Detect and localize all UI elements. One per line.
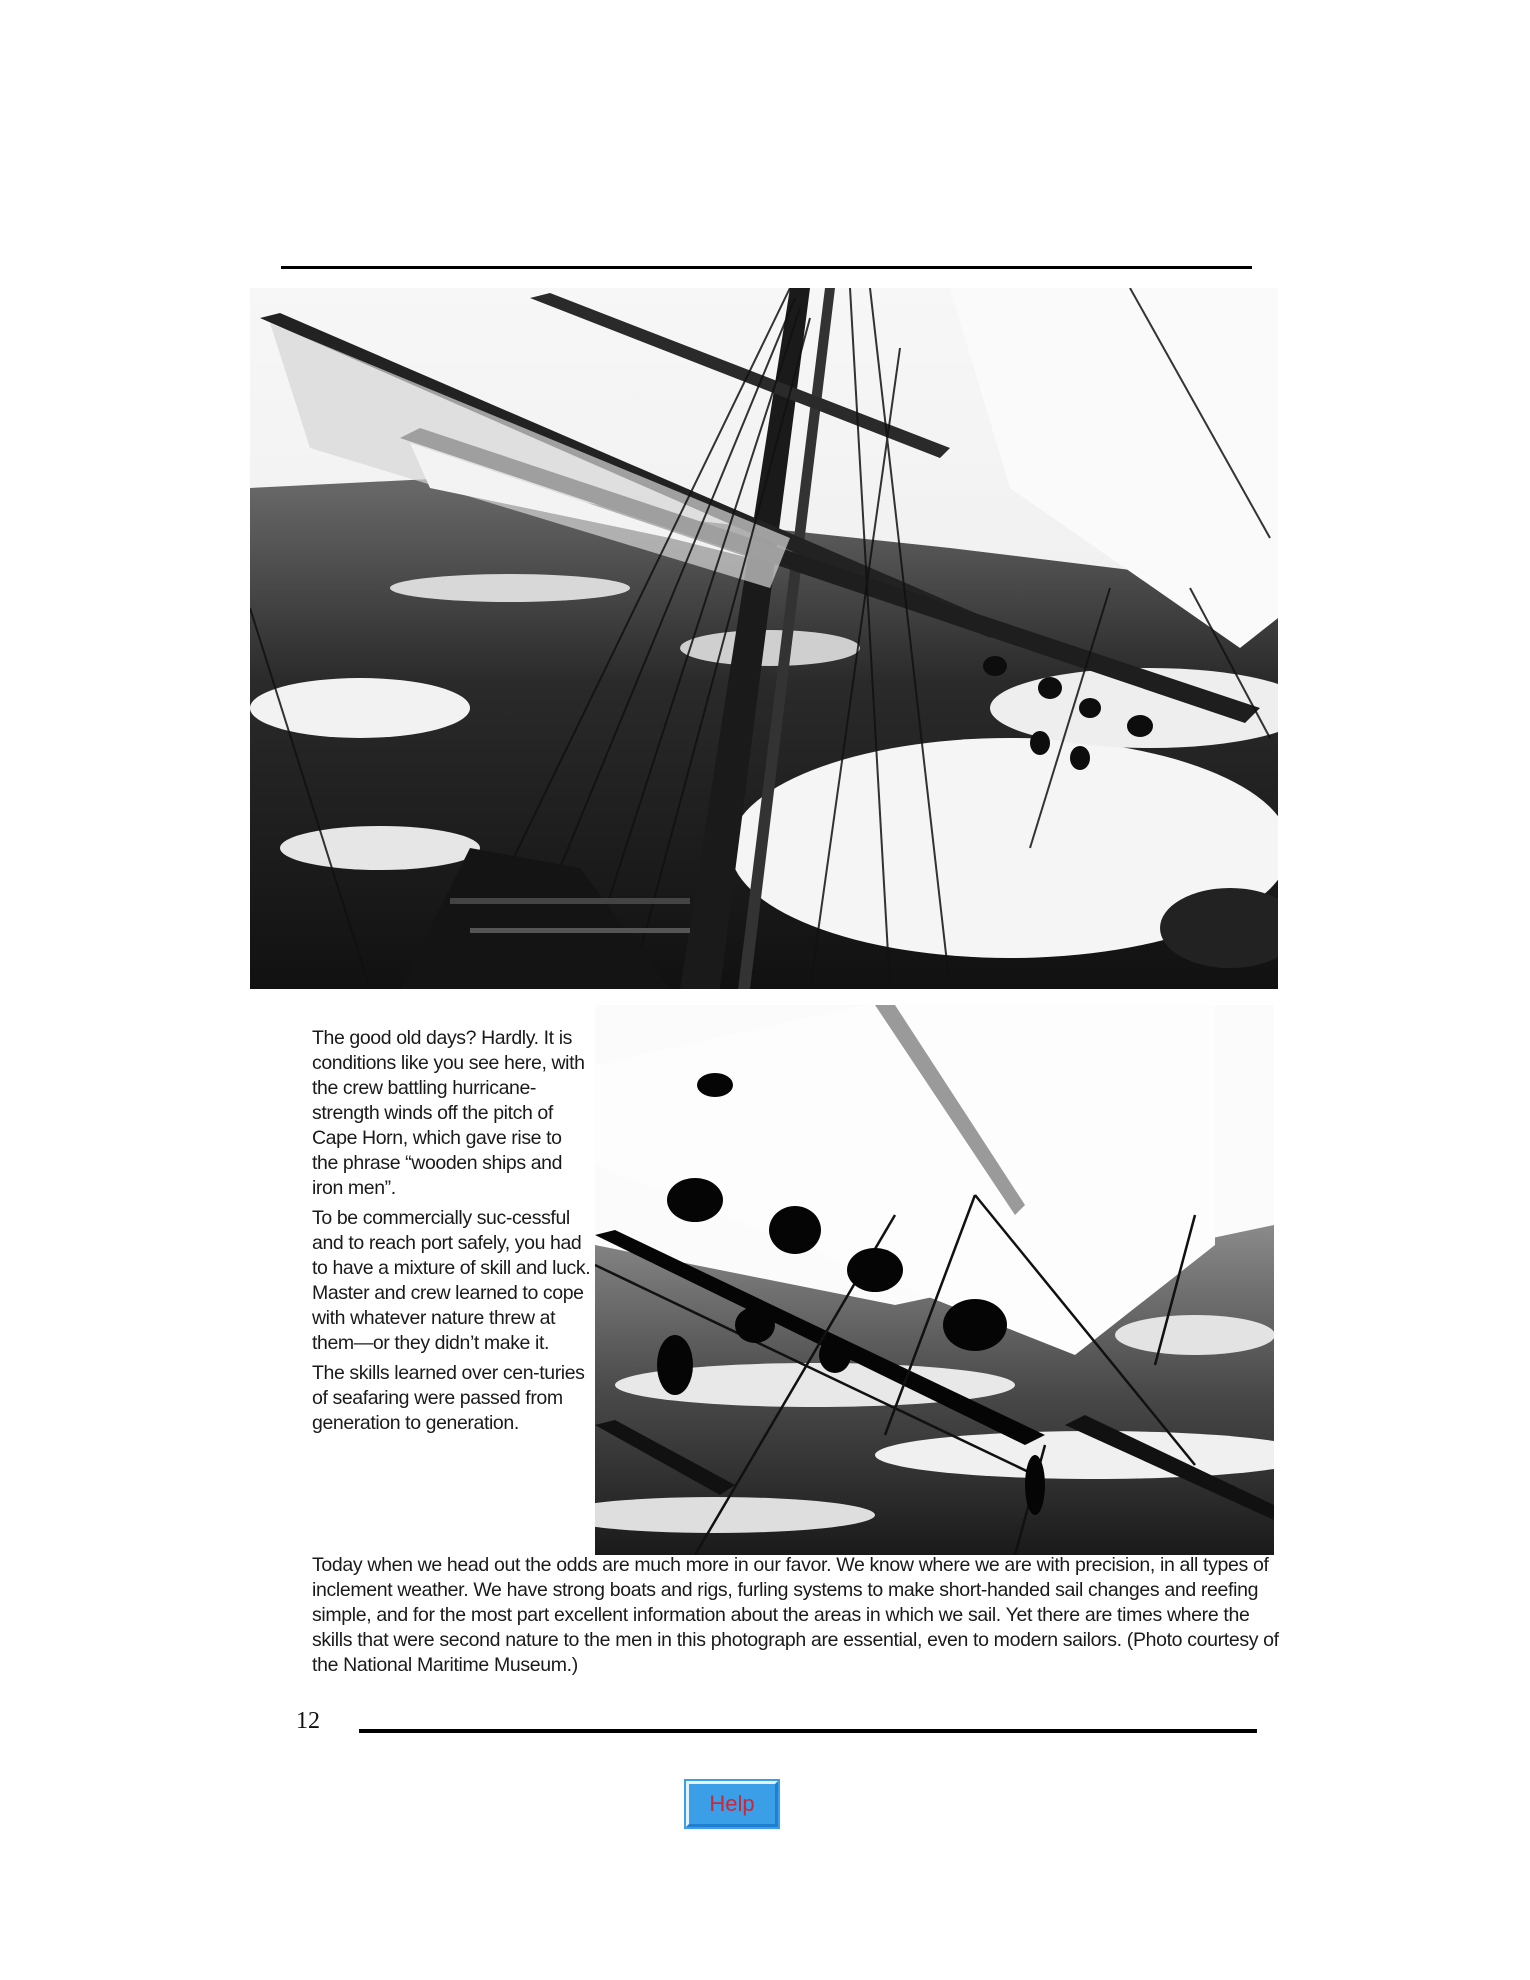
crew-detail-graphic — [595, 1005, 1274, 1555]
caption-paragraph-1: The good old days? Hardly. It is conditions like you see here, with the crew battling hurricane-strength winds off the pitch of Cape Horn, which gave rise to the phrase “wooden ships and iron men”. — [312, 1027, 585, 1199]
page-number: 12 — [296, 1708, 320, 1734]
photo-caption-column — [312, 1026, 592, 1441]
help-button[interactable]: Help — [686, 1781, 778, 1827]
bottom-rule — [359, 1729, 1257, 1733]
caption-paragraph-3: The skills learned over cen-turies of seafaring were passed from generation to generation. — [312, 1362, 585, 1434]
top-rule — [281, 266, 1252, 269]
photo-crew-on-yard-detail — [595, 1005, 1274, 1555]
body-text — [312, 1553, 1280, 1678]
caption-paragraph-2: To be commercially suc-cessful and to reach port safely, you had to have a mixture of skill and luck. Master and crew learned to cope with whatever nature threw at them—or they didn’t make it. — [312, 1207, 591, 1354]
ship-photo-graphic — [250, 288, 1278, 989]
photo-ship-in-storm — [250, 288, 1278, 989]
body-paragraph: Today when we head out the odds are much more in our favor. We know where we are with precision, in all types of inclement weather. We have strong boats and rigs, furling systems to make short-handed sail changes and reefing simple, and for the most part excellent information about the areas in which we sail. Yet there are times where the skills that were second nature to the men in this photograph are essential, even to modern sailors. (Photo courtesy of the National Maritime Museum.) — [312, 1554, 1279, 1676]
